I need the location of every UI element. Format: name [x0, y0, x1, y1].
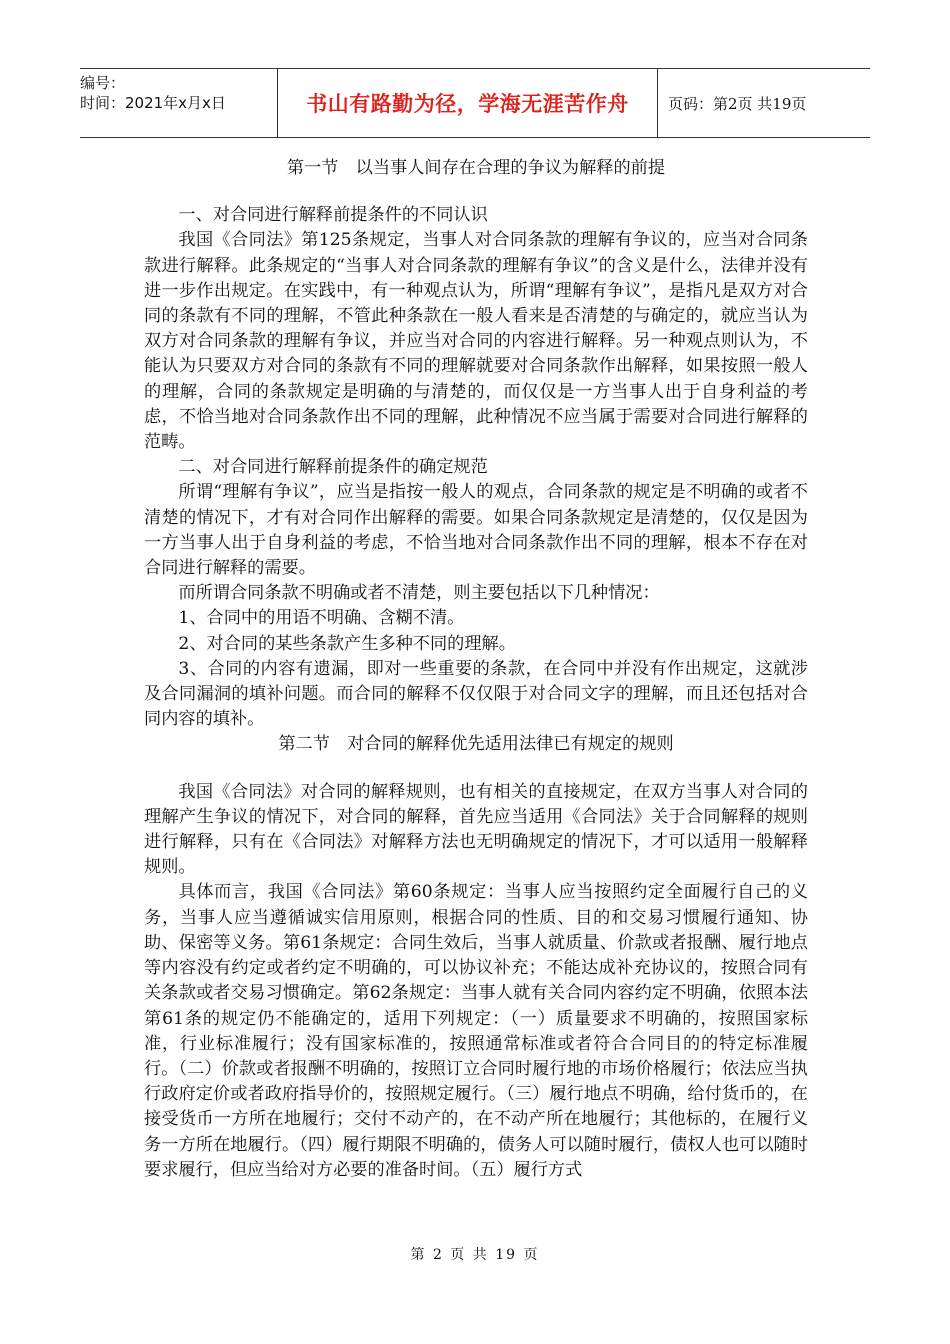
section1-title: 第一节 以当事人间存在合理的争议为解释的前提: [286, 158, 666, 178]
list-item-2: 2、对合同的某些条款产生多种不同的理解。: [178, 633, 516, 654]
section2-title: 第二节 对合同的解释优先适用法律已有规定的规则: [278, 734, 674, 755]
header-page-info: 页码：第2页 共19页: [668, 94, 807, 113]
section1-subheading-1: 一、对合同进行解释前提条件的不同认识: [178, 205, 488, 226]
section1-paragraph-1: 我国《合同法》第125条规定，当事人对合同条款的理解有争议的，应当对合同条款进行解释。此条规定的“当事人对合同条款的理解有争议”的含义是什么，法律并没有进一步作出规定。在实践中，有一种观点认为，所谓“理解有争议”，是指凡是双方对合同的条款有不同的理解，不管此种条款在一般人看来是否清楚的与确定的，就应当认为双方对合同条款的理解有争议，并应当对合同的内容进行解释。另一种观点则认为，不能认为只要双方对合同的条款有不同的理解就要对合同条款作出解释，如果按照一般人的理解，合同的条款规定是明确的与清楚的，而仅仅是一方当事人出于自身利益的考虑，不恰当地对合同条款作出不同的理解，此种情况不应当属于需要对合同进行解释的范畴。: [144, 230, 808, 453]
header-motto: 书山有路勤为径，学海无涯苦作舟: [278, 69, 658, 137]
list-item-1: 1、合同中的用语不明确、含糊不清。: [178, 608, 465, 629]
section2-paragraph-2: 具体而言，我国《合同法》第60条规定：当事人应当按照约定全面履行自己的义务，当事人应当遵循诚实信用原则，根据合同的性质、目的和交易习惯履行通知、协助、保密等义务。第61条规定：合同生效后，当事人就质量、价款或者报酬、履行地点等内容没有约定或者约定不明确的，可以协议补充；不能达成补充协议的，按照合同有关条款或者交易习惯确定。第62条规定：当事人就有关合同内容约定不明确，依照本法第61条的规定仍不能确定的，适用下列规定：（一）质量要求不明确的，按照国家标准，行业标准履行；没有国家标准的，按照通常标准或者符合合同目的的特定标准履行。（二）价款或者报酬不明确的，按照订立合同时履行地的市场价格履行；依法应当执行政府定价或者政府指导价的，按照规定履行。（三）履行地点不明确，给付货币的，在接受货币一方所在地履行；交付不动产的，在不动产所在地履行；其他标的，在履行义务一方所在地履行。（四）履行期限不明确的，债务人可以随时履行，债权人也可以随时要求履行，但应当给对方必要的准备时间。（五）履行方式: [144, 882, 808, 1180]
section1-subheading-2: 二、对合同进行解释前提条件的确定规范: [178, 457, 488, 478]
section1-paragraph-2: 所谓“理解有争议”，应当是指按一般人的观点，合同条款的规定是不明确的或者不清楚的情况下，才有对合同作出解释的需要。如果合同条款规定是清楚的，仅仅是因为一方当事人出于自身利益的考虑，不恰当地对合同条款作出不同的理解，根本不存在对合同进行解释的需要。: [144, 482, 808, 579]
document-date-label: 时间：2021年x月x日: [80, 94, 226, 112]
page-header: [80, 68, 870, 138]
section2-paragraph-1: 我国《合同法》对合同的解释规则，也有相关的直接规定，在双方当事人对合同的理解产生争议的情况下，对合同的解释，首先应当适用《合同法》关于合同解释的规则进行解释，只有在《合同法》对解释方法也无明确规定的情况下，才可以适用一般解释规则。: [144, 781, 808, 878]
document-body: [144, 156, 808, 1183]
list-item-3: 3、合同的内容有遗漏，即对一些重要的条款，在合同中并没有作出规定，这就涉及合同漏洞的填补问题。而合同的解释不仅仅限于对合同文字的理解，而且还包括对合同内容的填补。: [144, 658, 808, 730]
document-number-label: 编号：: [80, 74, 126, 92]
page-footer: 第 2 页 共 19 页: [410, 1247, 540, 1263]
header-meta: [80, 69, 278, 137]
section1-paragraph-3: 而所谓合同条款不明确或者不清楚，则主要包括以下几种情况：: [178, 583, 660, 604]
